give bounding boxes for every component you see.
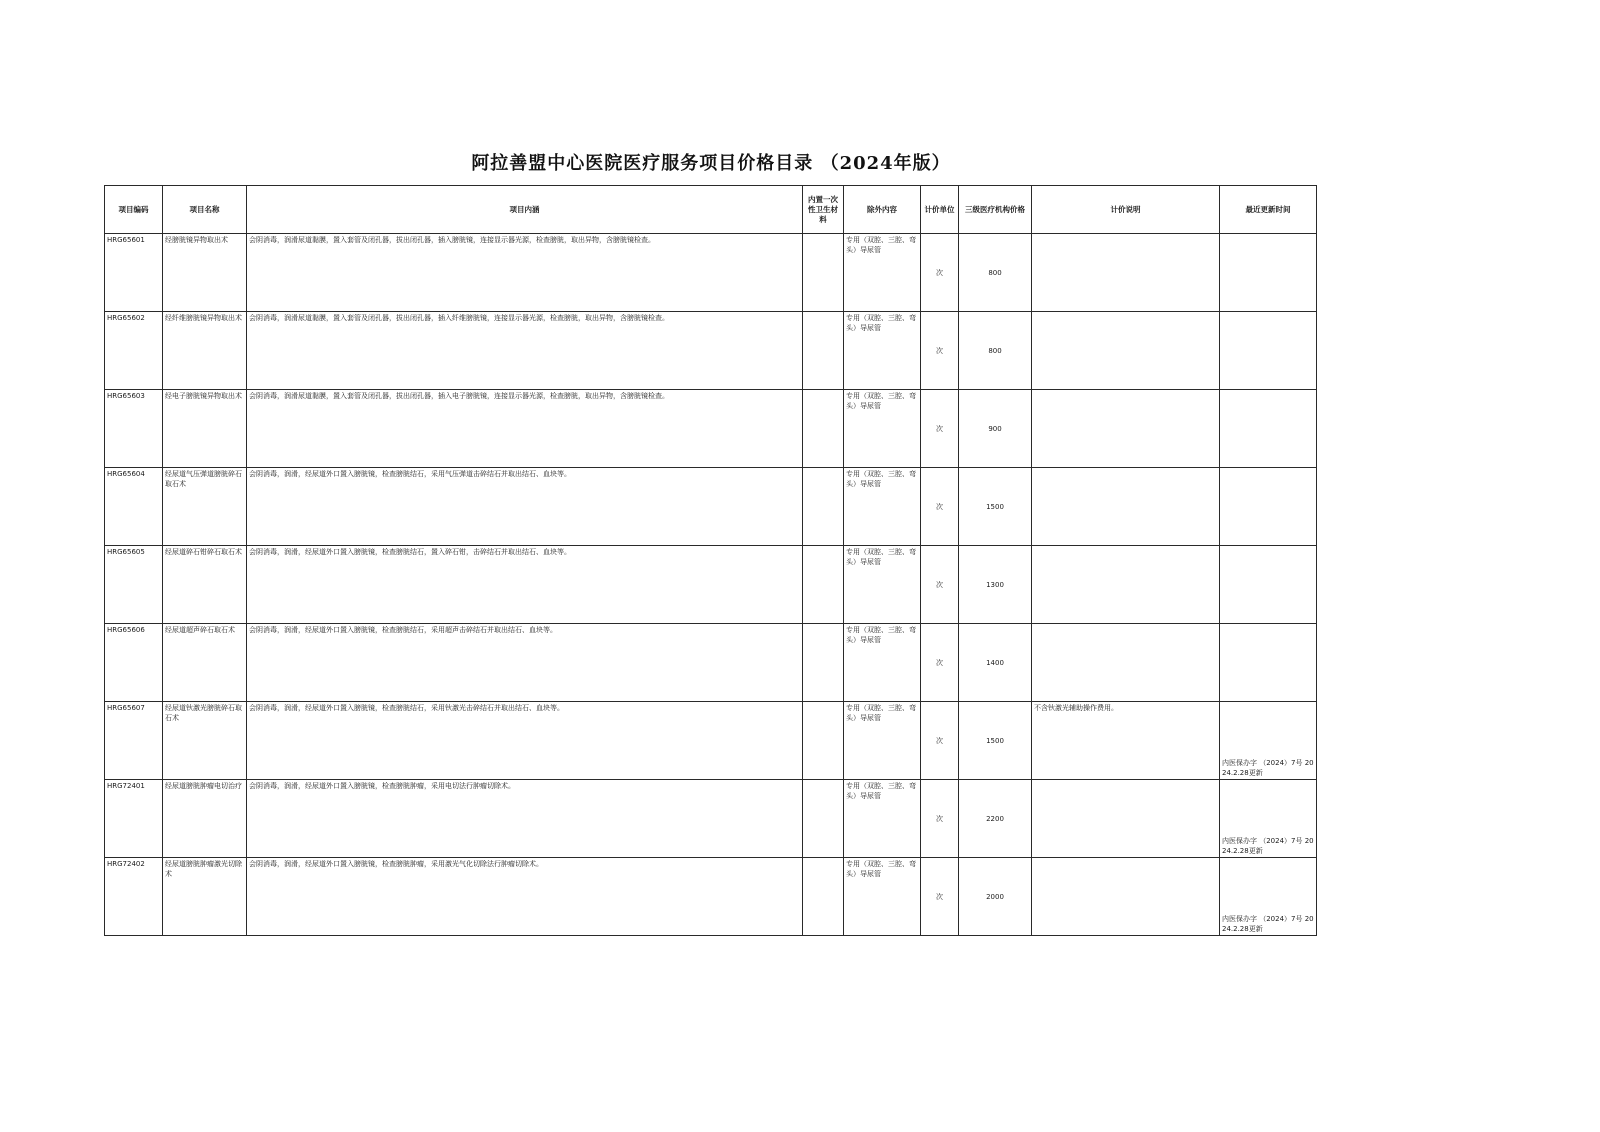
updated-cell	[1220, 312, 1317, 390]
table-row	[105, 468, 1317, 546]
header-unit: 计价单位	[921, 186, 959, 234]
updated-cell	[1220, 546, 1317, 624]
item-code-cell: HRG72401	[105, 780, 163, 858]
updated-cell: 内医保办字 （2024）7号 2024.2.28更新	[1220, 780, 1317, 858]
table-row	[105, 780, 1317, 858]
item-content-cell: 会阴消毒，润滑尿道黏膜，置入套管及闭孔器，拔出闭孔器，插入电子膀胱镜，连接显示器光源，检查膀胱，取出异物，含膀胱镜检查。	[247, 390, 803, 468]
header-code: 项目编码	[105, 186, 163, 234]
note-cell	[1032, 390, 1220, 468]
note-cell	[1032, 624, 1220, 702]
material-cell	[803, 234, 844, 312]
table-row	[105, 702, 1317, 780]
item-name-cell: 经膀胱镜异物取出术	[163, 234, 247, 312]
unit-cell: 次	[921, 390, 959, 468]
note-cell	[1032, 468, 1220, 546]
item-content-cell: 会阴消毒，润滑，经尿道外口置入膀胱镜，检查膀胱肿瘤，采用激光气化切除法行肿瘤切除术。	[247, 858, 803, 936]
header-note: 计价说明	[1032, 186, 1220, 234]
note-cell	[1032, 780, 1220, 858]
item-name-cell: 经电子膀胱镜异物取出术	[163, 390, 247, 468]
note-cell	[1032, 546, 1220, 624]
unit-cell: 次	[921, 858, 959, 936]
price-cell: 2200	[959, 780, 1032, 858]
material-cell	[803, 858, 844, 936]
material-cell	[803, 312, 844, 390]
table-row	[105, 234, 1317, 312]
price-cell: 1500	[959, 468, 1032, 546]
unit-cell: 次	[921, 702, 959, 780]
price-cell: 800	[959, 312, 1032, 390]
item-code-cell: HRG65602	[105, 312, 163, 390]
note-cell	[1032, 312, 1220, 390]
item-content-cell: 会阴消毒，润滑尿道黏膜，置入套管及闭孔器，拔出闭孔器，插入纤维膀胱镜，连接显示器光源，检查膀胱，取出异物，含膀胱镜检查。	[247, 312, 803, 390]
updated-cell	[1220, 468, 1317, 546]
header-content: 项目内涵	[247, 186, 803, 234]
exclude-cell: 专用（双腔、三腔、弯头）导尿管	[844, 624, 921, 702]
document-title: 阿拉善盟中心医院医疗服务项目价格目录 （2024年版）	[471, 153, 951, 174]
unit-cell: 次	[921, 780, 959, 858]
updated-cell	[1220, 234, 1317, 312]
table-row	[105, 546, 1317, 624]
item-content-cell: 会阴消毒，润滑，经尿道外口置入膀胱镜，检查膀胱结石，置入碎石钳，击碎结石并取出结石、血块等。	[247, 546, 803, 624]
item-name-cell: 经尿道膀胱肿瘤激光切除术	[163, 858, 247, 936]
item-code-cell: HRG65606	[105, 624, 163, 702]
item-code-cell: HRG72402	[105, 858, 163, 936]
item-code-cell: HRG65603	[105, 390, 163, 468]
material-cell	[803, 390, 844, 468]
header-row	[105, 186, 1317, 234]
item-code-cell: HRG65601	[105, 234, 163, 312]
material-cell	[803, 702, 844, 780]
header-price: 三级医疗机构价格	[959, 186, 1032, 234]
item-name-cell: 经尿道膀胱肿瘤电切治疗	[163, 780, 247, 858]
material-cell	[803, 468, 844, 546]
unit-cell: 次	[921, 468, 959, 546]
exclude-cell: 专用（双腔、三腔、弯头）导尿管	[844, 468, 921, 546]
header-updated: 最近更新时间	[1220, 186, 1317, 234]
item-content-cell: 会阴消毒，润滑，经尿道外口置入膀胱镜，检查膀胱结石，采用超声击碎结石并取出结石、血块等。	[247, 624, 803, 702]
item-content-cell: 会阴消毒，润滑尿道黏膜，置入套管及闭孔器，拔出闭孔器，插入膀胱镜，连接显示器光源，检查膀胱，取出异物，含膀胱镜检查。	[247, 234, 803, 312]
note-cell: 不含钬激光辅助操作费用。	[1032, 702, 1220, 780]
note-cell	[1032, 234, 1220, 312]
exclude-cell: 专用（双腔、三腔、弯头）导尿管	[844, 780, 921, 858]
exclude-cell: 专用（双腔、三腔、弯头）导尿管	[844, 312, 921, 390]
header-material: 内置一次性卫生材料	[803, 186, 844, 234]
updated-cell: 内医保办字 （2024）7号 2024.2.28更新	[1220, 702, 1317, 780]
table-row	[105, 312, 1317, 390]
updated-cell	[1220, 624, 1317, 702]
unit-cell: 次	[921, 312, 959, 390]
price-table	[104, 185, 1317, 936]
table-row	[105, 390, 1317, 468]
note-cell	[1032, 858, 1220, 936]
item-name-cell: 经纤维膀胱镜异物取出术	[163, 312, 247, 390]
item-code-cell: HRG65604	[105, 468, 163, 546]
material-cell	[803, 546, 844, 624]
table-row	[105, 624, 1317, 702]
unit-cell: 次	[921, 624, 959, 702]
item-code-cell: HRG65605	[105, 546, 163, 624]
price-cell: 1500	[959, 702, 1032, 780]
item-content-cell: 会阴消毒，润滑，经尿道外口置入膀胱镜，检查膀胱结石，采用钬激光击碎结石并取出结石、血块等。	[247, 702, 803, 780]
price-cell: 900	[959, 390, 1032, 468]
item-content-cell: 会阴消毒，润滑，经尿道外口置入膀胱镜，检查膀胱肿瘤，采用电切法行肿瘤切除术。	[247, 780, 803, 858]
item-code-cell: HRG65607	[105, 702, 163, 780]
header-name: 项目名称	[163, 186, 247, 234]
item-name-cell: 经尿道气压弹道膀胱碎石取石术	[163, 468, 247, 546]
header-exclude: 除外内容	[844, 186, 921, 234]
item-content-cell: 会阴消毒，润滑，经尿道外口置入膀胱镜，检查膀胱结石，采用气压弹道击碎结石并取出结石、血块等。	[247, 468, 803, 546]
unit-cell: 次	[921, 546, 959, 624]
exclude-cell: 专用（双腔、三腔、弯头）导尿管	[844, 390, 921, 468]
exclude-cell: 专用（双腔、三腔、弯头）导尿管	[844, 546, 921, 624]
material-cell	[803, 780, 844, 858]
updated-cell	[1220, 390, 1317, 468]
item-name-cell: 经尿道超声碎石取石术	[163, 624, 247, 702]
price-cell: 800	[959, 234, 1032, 312]
price-cell: 2000	[959, 858, 1032, 936]
item-name-cell: 经尿道碎石钳碎石取石术	[163, 546, 247, 624]
item-name-cell: 经尿道钬激光膀胱碎石取石术	[163, 702, 247, 780]
exclude-cell: 专用（双腔、三腔、弯头）导尿管	[844, 234, 921, 312]
unit-cell: 次	[921, 234, 959, 312]
exclude-cell: 专用（双腔、三腔、弯头）导尿管	[844, 858, 921, 936]
price-cell: 1400	[959, 624, 1032, 702]
table-row	[105, 858, 1317, 936]
updated-cell: 内医保办字 （2024）7号 2024.2.28更新	[1220, 858, 1317, 936]
material-cell	[803, 624, 844, 702]
exclude-cell: 专用（双腔、三腔、弯头）导尿管	[844, 702, 921, 780]
table-body	[105, 234, 1317, 936]
price-cell: 1300	[959, 546, 1032, 624]
table-header	[105, 186, 1317, 234]
